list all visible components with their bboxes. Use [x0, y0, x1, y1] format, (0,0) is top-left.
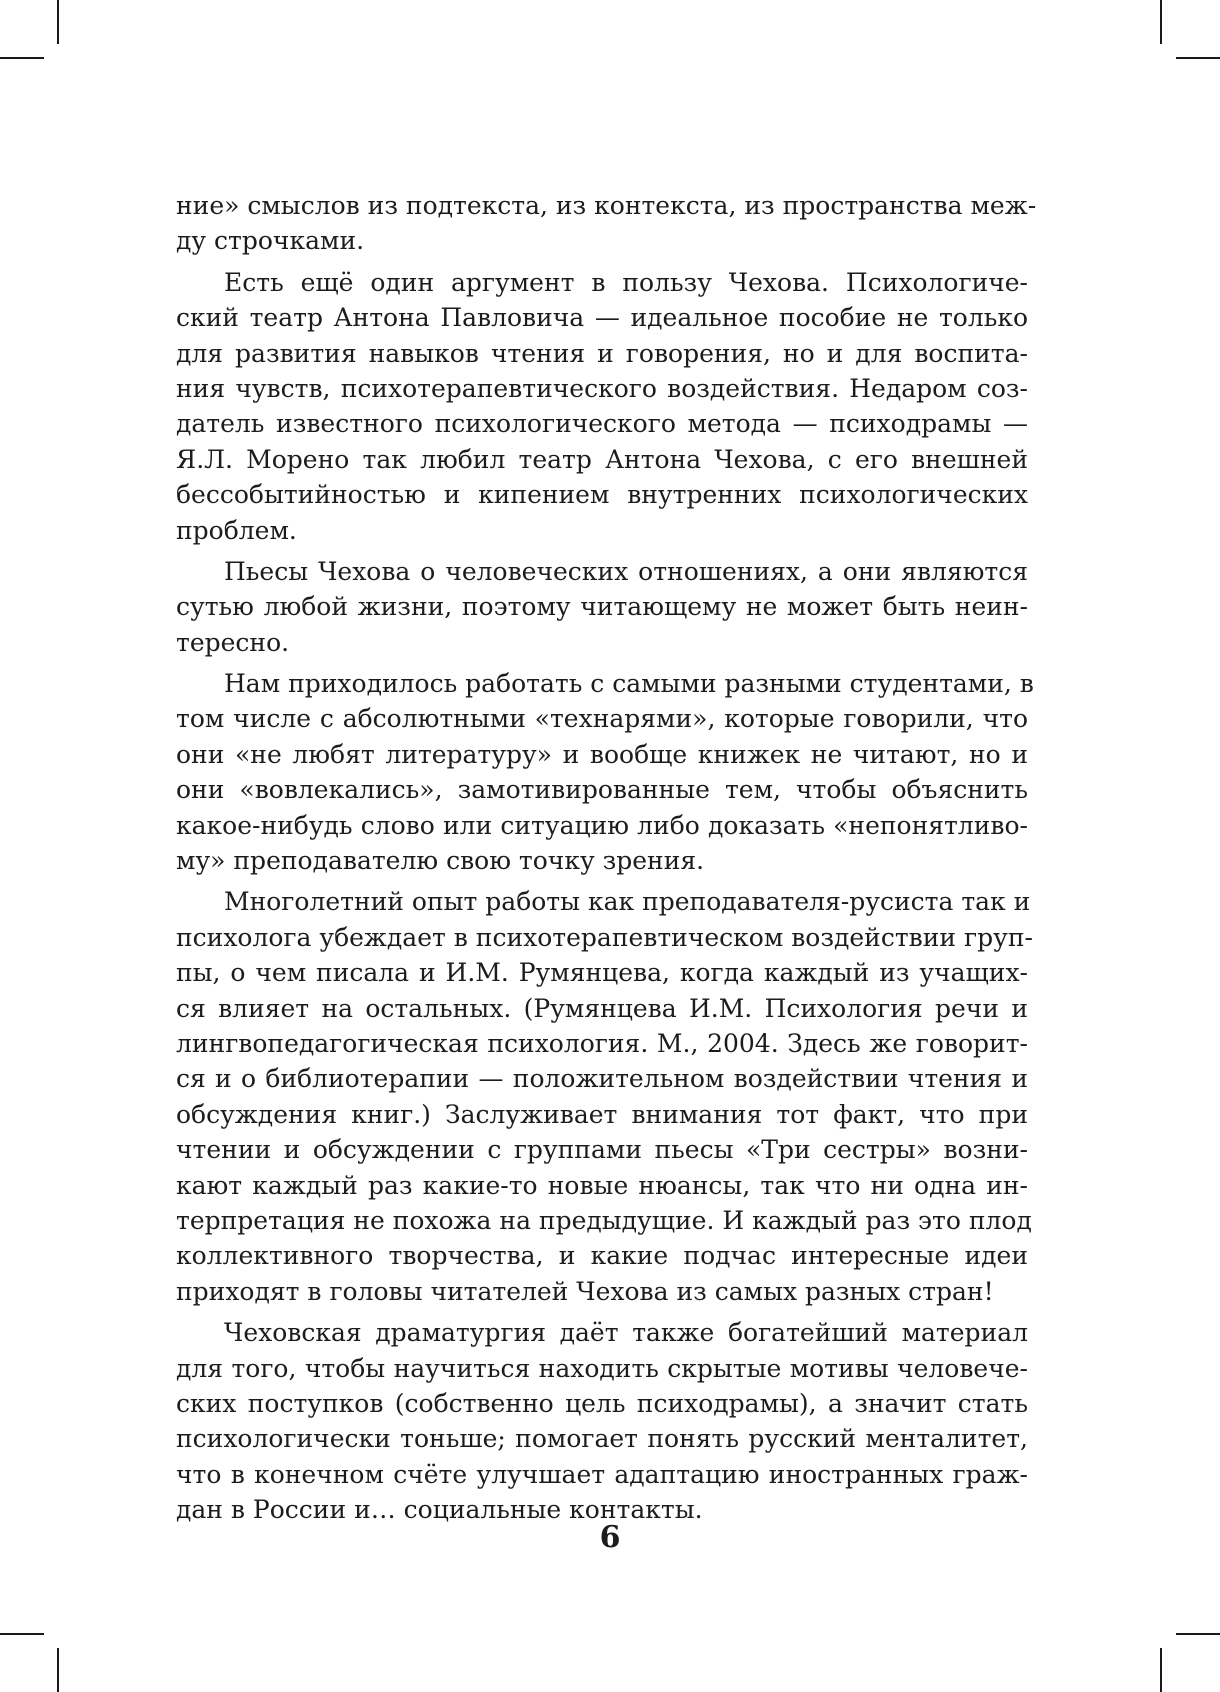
text-line: му» преподавателю свою точку зрения. — [176, 846, 705, 876]
text-line: какое-нибудь слово или ситуацию либо доказать «непонятливо- — [176, 810, 1028, 840]
text-line: терпретация не похожа на предыдущие. И каждый раз это плод — [176, 1205, 1032, 1235]
crop-mark-bottom-left-horizontal — [0, 1633, 44, 1635]
crop-mark-bottom-right-vertical — [1160, 1648, 1162, 1692]
text-line: что в конечном счёте улучшает адаптацию иностранных граж- — [176, 1459, 1028, 1489]
page-number: 6 — [599, 1520, 621, 1555]
crop-mark-top-right-horizontal — [1176, 57, 1220, 59]
crop-mark-bottom-left-vertical — [57, 1648, 59, 1692]
text-line: ния чувств, психотерапевтического воздействия. Недаром соз- — [176, 373, 1028, 403]
crop-mark-top-left-horizontal — [0, 57, 44, 59]
text-line: Пьесы Чехова о человеческих отношениях, а они являются — [224, 556, 1028, 586]
crop-mark-top-right-vertical — [1160, 0, 1162, 44]
text-line: лингвопедагогическая психология. М., 2004. Здесь же говорит- — [176, 1028, 1028, 1058]
paragraph — [176, 554, 1028, 660]
paragraph — [176, 188, 1037, 259]
text-line: пы, о чем писала и И.М. Румянцева, когда каждый из учащих- — [176, 958, 1028, 988]
paragraph — [176, 666, 1034, 878]
text-line: обсуждения книг.) Заслуживает внимания тот факт, что при — [176, 1099, 1028, 1129]
paragraph — [176, 884, 1033, 1309]
text-line: ских поступков (собственно цель психодрамы), а значит стать — [176, 1388, 1028, 1418]
crop-mark-top-left-vertical — [57, 0, 59, 44]
text-line: тересно. — [176, 627, 290, 657]
text-line: датель известного психологического метода — психодрамы — — [176, 409, 1028, 439]
text-line: ский театр Антона Павловича — идеальное пособие не только — [176, 303, 1028, 333]
text-line: Многолетний опыт работы как преподавателя-русиста так и — [224, 887, 1031, 917]
paragraph — [176, 1315, 1028, 1527]
text-line: для развития навыков чтения и говорения, но и для воспита- — [176, 338, 1028, 368]
text-line: Нам приходилось работать с самыми разными студентами, в — [224, 669, 1034, 699]
text-line: Я.Л. Морено так любил театр Антона Чехова, с его внешней — [176, 444, 1028, 474]
text-line: Чеховская драматургия даёт также богатейший материал — [224, 1318, 1028, 1348]
body-text — [176, 188, 1037, 1533]
text-line: для того, чтобы научиться находить скрытые мотивы человече- — [176, 1353, 1028, 1383]
text-line: ся и о библиотерапии — положительном воздействии чтения и — [176, 1064, 1028, 1094]
text-line: приходят в головы читателей Чехова из самых разных стран! — [176, 1276, 994, 1306]
crop-mark-bottom-right-horizontal — [1176, 1633, 1220, 1635]
text-line: ся влияет на остальных. (Румянцева И.М. Психология речи и — [176, 993, 1028, 1023]
text-line: бессобытийностью и кипением внутренних психологических — [176, 480, 1028, 510]
text-line: коллективного творчества, и какие подчас интересные идеи — [176, 1241, 1028, 1271]
paragraph — [176, 265, 1028, 548]
text-line: кают каждый раз какие-то новые нюансы, так что ни одна ин- — [176, 1170, 1028, 1200]
text-line: том числе с абсолютными «технарями», которые говорили, что — [176, 704, 1028, 734]
text-line: психолога убеждает в психотерапевтическом воздействии груп- — [176, 922, 1033, 952]
text-line: проблем. — [176, 515, 297, 545]
text-line: ду строчками. — [176, 226, 365, 256]
text-line: дан в России и… социальные контакты. — [176, 1495, 703, 1525]
text-line: ние» смыслов из подтекста, из контекста, из пространства меж- — [176, 191, 1037, 220]
text-line: Есть ещё один аргумент в пользу Чехова. Психологиче- — [224, 267, 1028, 297]
text-line: психологически тоньше; помогает понять русский менталитет, — [176, 1424, 1028, 1454]
text-line: они «не любят литературу» и вообще книжек не читают, но и — [176, 739, 1028, 769]
text-line: сутью любой жизни, поэтому читающему не может быть неин- — [176, 592, 1028, 622]
text-line: чтении и обсуждении с группами пьесы «Три сестры» возни- — [176, 1135, 1028, 1165]
text-line: они «вовлекались», замотивированные тем, чтобы объяснить — [176, 775, 1028, 805]
